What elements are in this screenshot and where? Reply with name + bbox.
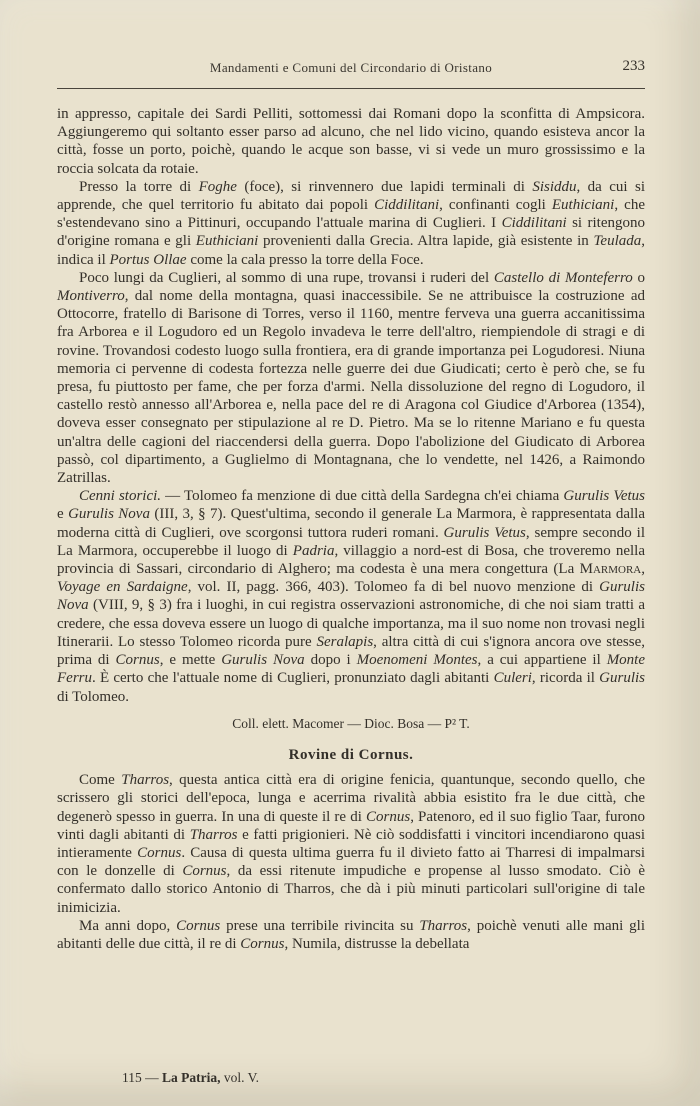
paragraph <box>57 105 645 178</box>
text-segment: Cornus <box>176 917 221 934</box>
text-segment: Voyage en Sardaigne <box>57 579 188 596</box>
text-segment: si ritengono d'origine romana e gli <box>57 215 645 250</box>
text-segment: Cornus <box>137 844 182 861</box>
text-segment: Rovine di Cornus. <box>288 746 414 763</box>
text-segment: Presso la torre di <box>79 178 199 195</box>
text-segment: Cornus <box>115 652 160 669</box>
running-header-title: Mandamenti e Comuni del Circondario di Oristano <box>209 60 493 75</box>
text-segment: , Numila, distrusse la debellata <box>284 935 470 952</box>
text-segment: vol. V. <box>220 1070 260 1085</box>
text-segment: , da essi ritenute impudiche e propense al lusso smodato. Ciò è confermato dallo storico Antonio di Tharros, che dà i più minuti particolari sull'origine di tale inimicizia. <box>57 863 645 916</box>
text-segment: Gurulis Nova <box>221 652 305 669</box>
text-segment: provenienti dalla Grecia. Altra lapide, già esistente in <box>258 233 594 250</box>
text-segment: (VIII, 9, § 3) fra i luoghi, in cui registra osservazioni astronomiche, di che noi siam tratti a credere, che essa doveva essere un luogo di qualche importanza, ma il suo nome non trovasi negli Itinerarii. Lo stesso Tolomeo ricorda pure <box>57 597 645 650</box>
text-segment: Coll. elett. Macomer — Dioc. Bosa — P² T. <box>232 715 470 731</box>
text-segment: Euthiciani <box>195 233 259 250</box>
text-segment: , vol. II, pagg. 366, 403). Tolomeo fa di bel nuovo menzione di <box>187 579 600 596</box>
text-segment: Ma anni dopo, <box>79 917 177 934</box>
text-segment: Gurulis Vetus <box>443 524 526 541</box>
text-segment: Tharros <box>121 772 170 789</box>
text-segment: Sisiddu <box>532 178 577 195</box>
paragraph <box>57 917 645 953</box>
text-segment: Castello di Monteferro <box>493 269 633 286</box>
section-heading <box>57 746 645 764</box>
text-segment: , confinanti cogli <box>439 197 552 214</box>
text-segment: — Tolomeo fa menzione di due città della Sardegna ch'ei chiama <box>161 488 564 505</box>
text-segment: Gurulis Nova <box>68 506 150 523</box>
text-segment: . Causa di questa ultima guerra fu il divieto fatto ai Tharresi di impalmarsi con le donzelle di <box>57 844 646 880</box>
paragraph <box>57 269 645 487</box>
text-segment: o <box>632 269 646 286</box>
text-segment: La Patria, <box>162 1070 221 1085</box>
text-segment: , <box>641 561 645 578</box>
text-column <box>57 60 645 953</box>
paragraph <box>57 178 645 269</box>
text-segment: Gurulis Nova <box>57 579 645 614</box>
page-header <box>57 60 645 80</box>
text-segment: , poichè venuti alle mani gli abitanti delle due città, il re di <box>57 917 645 952</box>
paragraph <box>57 771 645 917</box>
text-segment: Moenomeni Montes <box>356 652 478 669</box>
text-segment: 115 — <box>122 1070 162 1085</box>
text-segment: , dal nome della montagna, quasi inaccessibile. Se ne attribuisce la costruzione ad Ottocorre, fratello di Barisone di Torres, verso il 1160, mentre ferveva una guerra accanitissima fra Arborea e il Logudoro ed un Regolo invadeva le terre dell'altro, riempiendole di stragi e di rovine. Trovandosi codesto luogo sulla frontiera, era di grande importanza pei Logudoresi. Niuna memoria ci pervenne di codesta fortezza nelle guerre dei due Giudicati; certo è però che, se fu presa, fu piuttosto per fame, che per forza d'armi. Nella dissoluzione del regno di Logudoro, il castello restò annesso all'Arborea e, nella pace del re di Aragona col Giudice d'Arborea (1354), doveva esser consegnato per stipulazione al re D. Pietro. Ma se lo ritenne Mariano e fu questa un'altra delle cagioni del riaccendersi della guerra. Dopo l'abolizione del Giudicato di Arborea passò, col dipartimento, a Guglielmo di Montagnana, che lo vendette, nel 1426, a Raimondo Zatrillas. <box>57 288 645 487</box>
text-segment: Seralapis <box>316 633 374 650</box>
text-segment: Culeri <box>493 670 532 687</box>
centered-line <box>57 715 645 733</box>
text-segment: (foce), si rinvennero due lapidi terminali di <box>236 178 533 195</box>
page-footer <box>122 1070 259 1086</box>
text-segment: Poco lungi da Cuglieri, al sommo di una rupe, trovansi i ruderi del <box>79 269 494 286</box>
text-segment: , villaggio a nord-est di Bosa, che troveremo nella provincia di Sassari, circondario di Alghero; ma codesta è una mera congettura (La <box>57 542 645 578</box>
text-segment: in appresso, capitale dei Sardi Pelliti, sottomessi dai Romani dopo la sconfitta di Ampsicora. Aggiungeremo qui soltanto esser parso ad alcuno, che nel lido vicino, quando esisteva ancor la città, fosse un porto, poichè, quando le acque son basse, vi si vede un muro grossissimo e la roccia solcata da rotaie. <box>57 106 645 177</box>
body-text <box>57 105 645 953</box>
text-segment: prese una terribile rivincita su <box>220 917 420 934</box>
text-segment: Tharros <box>419 917 468 934</box>
page-number: 233 <box>622 58 645 74</box>
text-segment: Cornus <box>366 808 411 825</box>
text-segment: e fatti prigionieri. Nè ciò soddisfatti i vincitori incendiarono quasi intieramente <box>57 826 645 861</box>
text-segment: Padria <box>292 542 335 559</box>
text-segment: Come <box>79 772 122 789</box>
text-segment: , a cui appartiene il <box>477 652 607 669</box>
text-segment: e <box>57 506 69 523</box>
text-segment: dopo i <box>304 652 357 669</box>
text-segment: Cornus <box>182 863 227 880</box>
text-segment: di Tolomeo. <box>57 688 130 705</box>
text-segment: , e mette <box>159 652 222 669</box>
text-segment: , altra città di cui s'ignora ancora ove stesse, prima di <box>57 633 646 669</box>
text-segment: Ciddilitani <box>374 197 440 214</box>
text-segment: , sempre secondo il La Marmora, occuperebbe il luogo di <box>57 524 645 559</box>
text-segment: . È certo che l'attuale nome di Cuglieri, pronunziato dagli abitanti <box>92 670 494 687</box>
text-segment: , che s'estendevano sino a Pittinuri, occupando l'attuale marina di Cuglieri. I <box>57 197 645 232</box>
text-segment: Ciddilitani <box>501 215 567 232</box>
text-segment: , indica il <box>57 233 645 268</box>
text-segment: come la cala presso la torre della Foce. <box>186 251 424 268</box>
text-segment: Cornus <box>240 935 285 952</box>
text-segment: , ricorda il <box>531 670 600 687</box>
header-rule <box>57 88 645 89</box>
text-segment: Teulada <box>593 233 642 250</box>
text-segment: (III, 3, § 7). Quest'ultima, secondo il generale La Marmora, è rappresentata dalla moderna città di Cuglieri, ove scorgonsi tuttora ruderi romani. <box>57 506 645 541</box>
text-segment: Tharros <box>189 826 238 843</box>
text-segment: Gurulis <box>599 670 646 687</box>
text-segment: Monte Ferru <box>57 652 646 687</box>
text-segment: , da cui si apprende, che quel territorio fu abitato dai popoli <box>57 178 645 214</box>
paragraph <box>57 487 645 705</box>
text-segment: Foghe <box>198 178 237 195</box>
text-segment: Montiverro <box>57 288 125 305</box>
text-segment: , questa antica città era di origine fenicia, quantunque, secondo quello, che scrissero gli storici dell'epoca, lunga e acerrima rivalità abbia esistito fra le due città, che degenerò spesso in guerra. In una di queste il re di <box>57 772 645 825</box>
text-segment: Gurulis Vetus <box>563 488 645 505</box>
text-segment: Cenni storici. <box>79 488 162 505</box>
text-segment: , Patenoro, ed il suo figlio Taar, furono vinti dagli abitanti di <box>57 808 645 843</box>
text-segment: Euthiciani <box>551 197 615 214</box>
text-segment: Portus Ollae <box>109 251 187 268</box>
text-segment: Marmora <box>579 561 642 578</box>
